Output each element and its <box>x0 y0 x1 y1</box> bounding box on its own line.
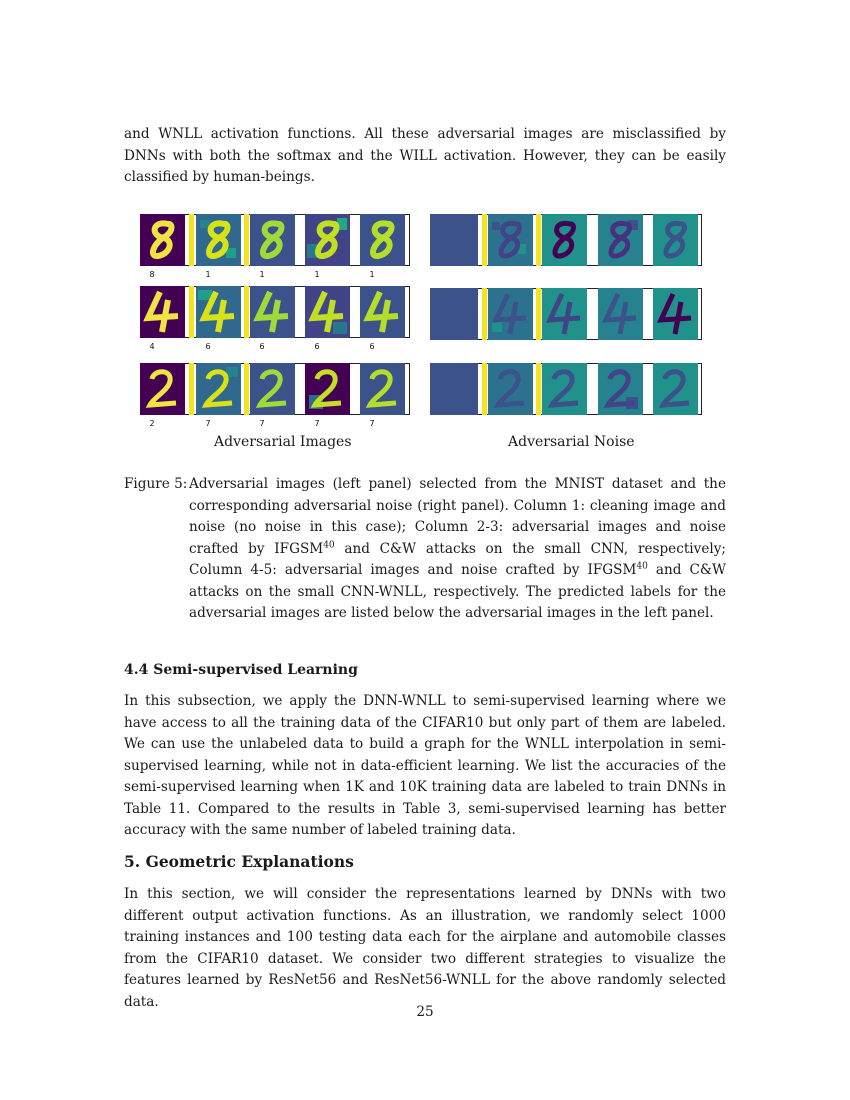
adv-image-4-ifgsm-wnll <box>305 286 350 338</box>
predicted-label: 7 <box>369 419 375 428</box>
adv-image-2-ifgsm-cnn <box>196 363 241 415</box>
separator <box>536 363 541 415</box>
noise-cw-cnn <box>542 288 587 340</box>
noise-cw-wnll <box>653 288 698 340</box>
figure-5 <box>140 212 710 452</box>
noise-clean <box>430 288 478 340</box>
clean-image-2 <box>140 363 185 415</box>
predicted-label: 7 <box>314 419 320 428</box>
adv-image-2-cw-cnn <box>250 363 295 415</box>
noise-cw-cnn <box>542 363 587 415</box>
adv-image-4-cw-wnll <box>360 286 405 338</box>
noise-cw-wnll <box>653 214 698 266</box>
predicted-label: 1 <box>369 270 375 279</box>
separator <box>189 286 194 338</box>
section-heading: 5. Geometric Explanations <box>124 852 354 871</box>
noise-ifgsm-wnll <box>598 363 643 415</box>
noise-ifgsm-wnll <box>598 288 643 340</box>
predicted-label: 4 <box>149 342 155 351</box>
subsection-heading: 4.4 Semi-supervised Learning <box>124 662 358 678</box>
predicted-label: 1 <box>314 270 320 279</box>
adv-image-4-cw-cnn <box>250 286 295 338</box>
noise-clean <box>430 363 478 415</box>
predicted-label: 1 <box>205 270 211 279</box>
predicted-label: 6 <box>259 342 265 351</box>
right-panel-caption: Adversarial Noise <box>508 434 635 450</box>
predicted-label: 6 <box>314 342 320 351</box>
adv-image-8-ifgsm-wnll <box>305 214 350 266</box>
figure-caption-text: Adversarial images (left panel) selected from the MNIST dataset and the corresponding adversarial noise (right panel). Column 1: cleaning image and noise (no noise in this case); Column 2-3: adversarial images and noise crafted by IFGSM$^{40}$ and C&W attacks on the small CNN, respectively; Column 4-5: adversarial images and noise crafted by IFGSM$^{40}$ and C&W attacks on the small CNN-WNLL, respectively. The predicted labels for the adversarial images are listed below the adversarial images in the left panel. <box>189 476 726 621</box>
figure-caption-label: Figure 5: <box>124 476 188 492</box>
noise-ifgsm-wnll <box>598 214 643 266</box>
predicted-label: 6 <box>205 342 211 351</box>
noise-clean <box>430 214 478 266</box>
figure-caption <box>124 474 726 625</box>
separator <box>189 214 194 266</box>
predicted-label: 6 <box>369 342 375 351</box>
separator <box>189 363 194 415</box>
adv-image-8-ifgsm-cnn <box>196 214 241 266</box>
intro-paragraph: and WNLL activation functions. All these adversarial images are misclassified by DNNs with both the softmax and the WILL activation. However, they can be easily classified by human-beings. <box>124 126 726 185</box>
predicted-label: 8 <box>149 270 155 279</box>
separator <box>244 214 249 266</box>
noise-ifgsm-cnn <box>488 363 533 415</box>
section-paragraph: In this section, we will consider the representations learned by DNNs with two different output activation functions. As an illustration, we randomly select 1000 training instances and 100 testing data each for the airplane and automobile classes from the CIFAR10 dataset. We consider two different strategies to visualize the features learned by ResNet56 and ResNet56-WNLL for the above randomly selected data. <box>124 886 726 1010</box>
separator <box>244 363 249 415</box>
clean-image-4 <box>140 286 185 338</box>
clean-image-8 <box>140 214 185 266</box>
separator <box>482 214 487 266</box>
separator <box>244 286 249 338</box>
predicted-label: 7 <box>205 419 211 428</box>
adv-image-2-cw-wnll <box>360 363 405 415</box>
predicted-label: 1 <box>259 270 265 279</box>
adv-image-8-cw-cnn <box>250 214 295 266</box>
separator <box>482 363 487 415</box>
page-number: 25 <box>416 1004 434 1020</box>
subsection-paragraph: In this subsection, we apply the DNN-WNLL to semi-supervised learning where we have access to all the training data of the CIFAR10 but only part of them are labeled. We can use the unlabeled data to build a graph for the WNLL interpolation in semi-supervised learning, while not in data-efficient learning. We list the accuracies of the semi-supervised learning when 1K and 10K training data are labeled to train DNNs in Table 11. Compared to the results in Table 3, semi-supervised learning has better accuracy with the same number of labeled training data. <box>124 693 726 838</box>
adv-image-4-ifgsm-cnn <box>196 286 241 338</box>
noise-ifgsm-cnn <box>488 288 533 340</box>
citation-ref: 40 <box>323 539 335 550</box>
citation-ref: 40 <box>636 561 648 572</box>
separator <box>536 288 541 340</box>
noise-cw-wnll <box>653 363 698 415</box>
separator <box>482 288 487 340</box>
adv-image-8-cw-wnll <box>360 214 405 266</box>
noise-cw-cnn <box>542 214 587 266</box>
predicted-label: 7 <box>259 419 265 428</box>
noise-ifgsm-cnn <box>488 214 533 266</box>
adv-image-2-ifgsm-wnll <box>305 363 350 415</box>
separator <box>536 214 541 266</box>
left-panel-caption: Adversarial Images <box>214 434 352 450</box>
predicted-label: 2 <box>149 419 155 428</box>
